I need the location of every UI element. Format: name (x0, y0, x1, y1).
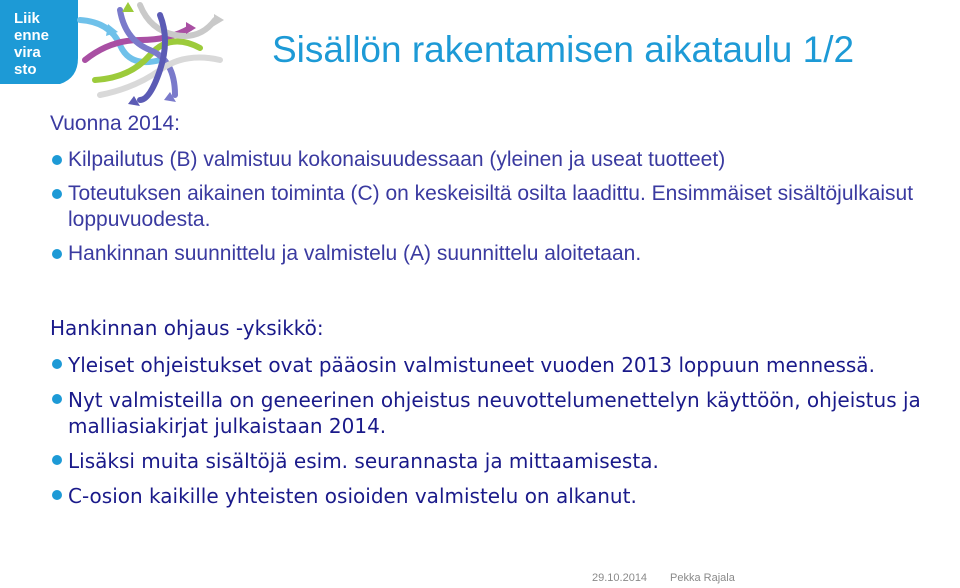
bullet-list-hankinnan-ohjaus (52, 352, 952, 518)
section-heading-hankinnan-ohjaus: Hankinnan ohjaus -yksikkö: (50, 316, 324, 340)
list-item-text: Lisäksi muita sisältöjä esim. seurannasta ja mittaamisesta. (68, 449, 659, 473)
logo-text-line-4: sto (14, 61, 37, 78)
bullet-icon (52, 189, 62, 199)
logo-arrows (80, 5, 220, 100)
bullet-icon (52, 249, 62, 259)
list-item (52, 483, 952, 509)
bullet-icon (52, 359, 62, 369)
list-item-text: Toteutuksen aikainen toiminta (C) on keskeisiltä osilta laadittu. Ensimmäiset sisältöjulkaisut loppuvuodesta. (68, 182, 914, 231)
list-item-text: C-osion kaikille yhteisten osioiden valmistelu on alkanut. (68, 484, 637, 508)
page-title: Sisällön rakentamisen aikataulu 1/2 (272, 29, 855, 70)
list-item (52, 181, 952, 233)
bullet-icon (52, 490, 62, 500)
list-item (52, 448, 952, 474)
bullet-icon (52, 394, 62, 404)
bullet-icon (52, 455, 62, 465)
footer-author: Pekka Rajala (670, 572, 735, 584)
logo-text-line-2: enne (14, 27, 50, 44)
list-item (52, 387, 952, 439)
footer-date: 29.10.2014 (592, 572, 648, 584)
list-item (52, 352, 952, 378)
liikennevirasto-logo (0, 0, 230, 110)
list-item-text: Kilpailutus (B) valmistuu kokonaisuudessaan (yleinen ja useat tuotteet) (68, 148, 726, 171)
list-item-text: Nyt valmisteilla on geneerinen ohjeistus neuvottelumenettelyn käyttöön, ohjeistus ja malliasiakirjat julkaistaan 2014. (68, 388, 921, 438)
list-item (52, 241, 952, 267)
list-item (52, 147, 952, 173)
logo-text-line-1: Liik (14, 10, 40, 27)
list-item-text: Yleiset ohjeistukset ovat pääosin valmistuneet vuoden 2013 loppuun mennessä. (68, 353, 875, 377)
list-item-text: Hankinnan suunnittelu ja valmistelu (A) suunnittelu aloitetaan. (68, 242, 642, 265)
logo-text-line-3: vira (14, 44, 41, 61)
bullet-icon (52, 155, 62, 165)
bullet-list-2014 (52, 147, 952, 275)
section-heading-2014: Vuonna 2014: (50, 112, 181, 135)
